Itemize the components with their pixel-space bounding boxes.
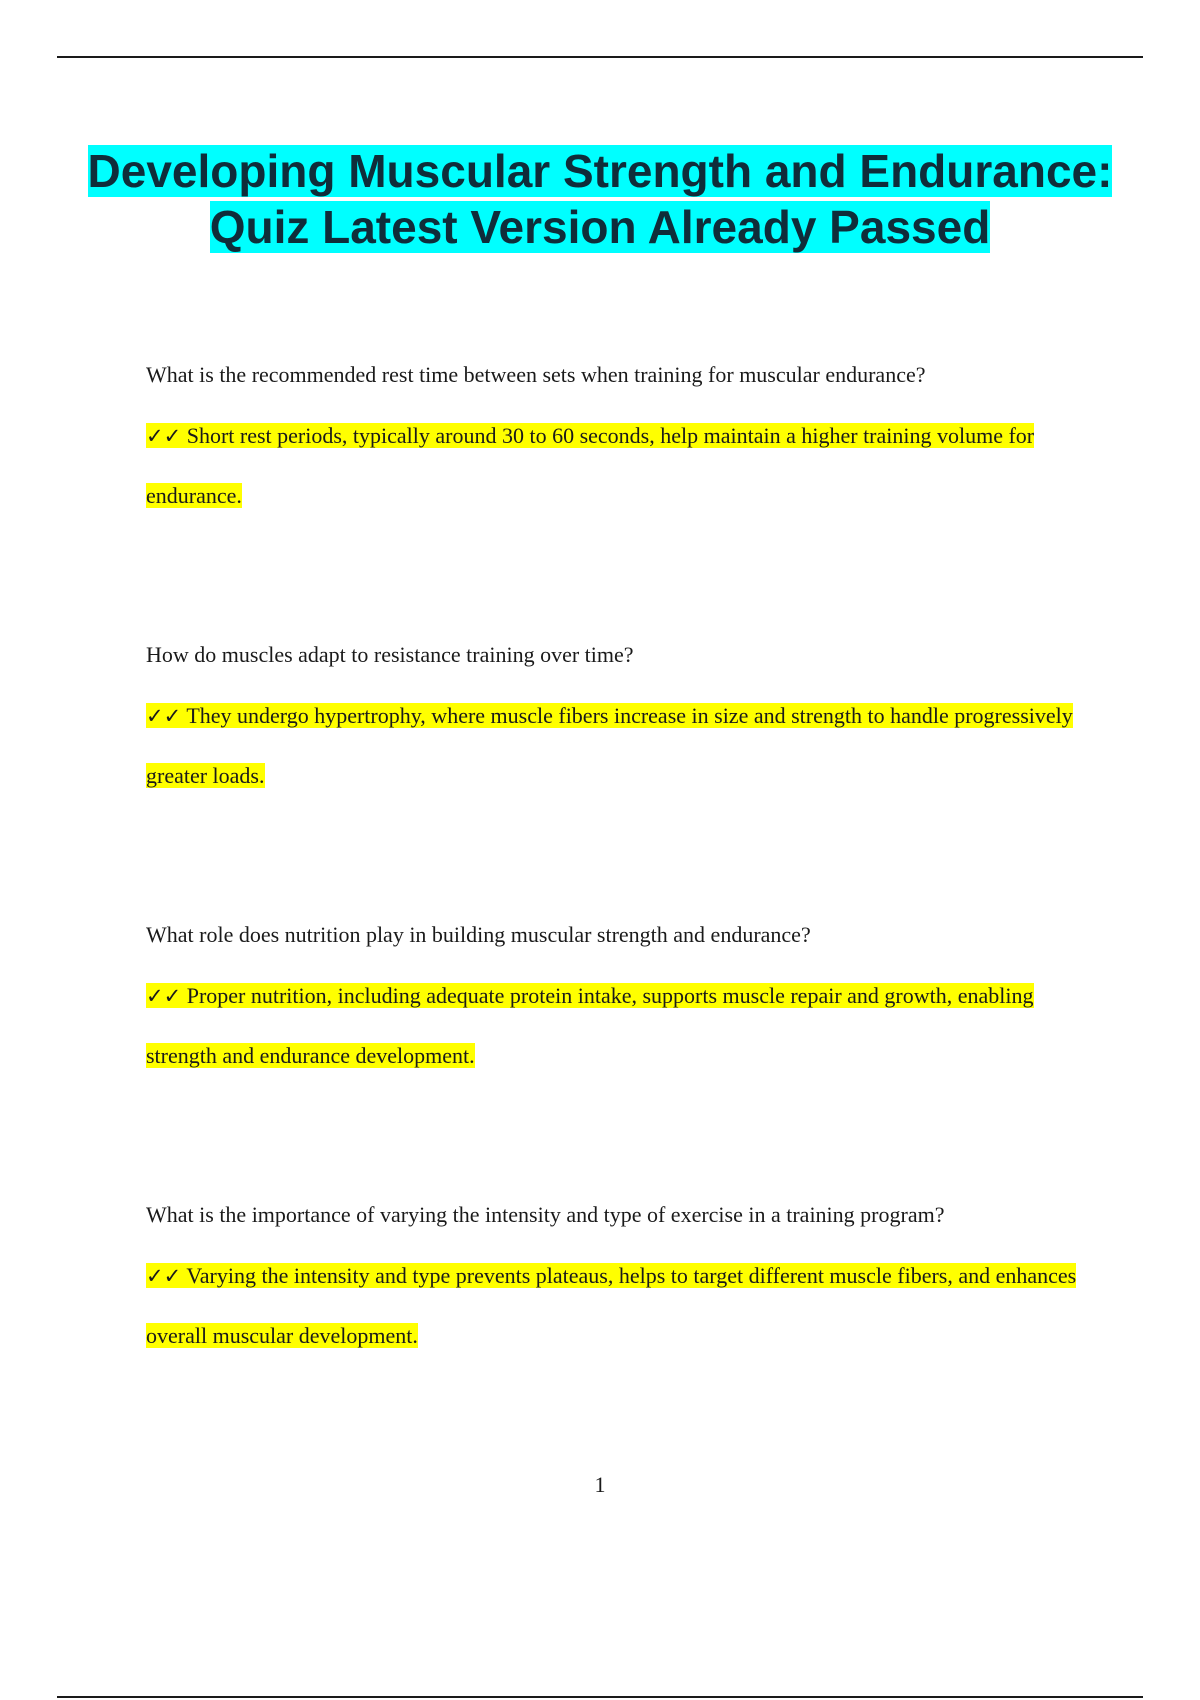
qa-list <box>146 360 1106 1480</box>
double-check-icon: ✓✓ <box>146 1264 182 1288</box>
top-rule <box>57 56 1143 58</box>
answer <box>146 406 1106 526</box>
answer-highlight <box>146 423 1034 508</box>
qa-item <box>146 1200 1106 1480</box>
question-text: What is the recommended rest time between sets when training for muscular endurance? <box>146 362 926 387</box>
double-check-icon: ✓✓ <box>146 424 182 448</box>
answer-highlight <box>146 703 1073 788</box>
double-check-icon: ✓✓ <box>146 704 182 728</box>
answer-text: They undergo hypertrophy, where muscle fibers increase in size and strength to handle progressively greater loads. <box>146 703 1073 788</box>
answer-highlight <box>146 983 1034 1068</box>
answer-text: Varying the intensity and type prevents plateaus, helps to target different muscle fibers, and enhances overall muscular development. <box>146 1263 1077 1348</box>
bottom-rule <box>57 1696 1143 1698</box>
answer <box>146 686 1106 806</box>
qa-item <box>146 920 1106 1200</box>
document-title <box>60 143 1140 255</box>
answer <box>146 966 1106 1086</box>
page-number: 1 <box>594 1472 606 1497</box>
answer-text: Short rest periods, typically around 30 to 60 seconds, help maintain a higher training volume for endurance. <box>146 423 1035 508</box>
question-text: What role does nutrition play in building muscular strength and endurance? <box>146 922 811 947</box>
document-title-text: Developing Muscular Strength and Endurance: Quiz Latest Version Already Passed <box>87 145 1113 253</box>
question-text: How do muscles adapt to resistance training over time? <box>146 642 634 667</box>
double-check-icon: ✓✓ <box>146 984 182 1008</box>
qa-item <box>146 640 1106 920</box>
answer <box>146 1246 1106 1366</box>
qa-item <box>146 360 1106 640</box>
question-text: What is the importance of varying the intensity and type of exercise in a training program? <box>146 1202 945 1227</box>
answer-text: Proper nutrition, including adequate protein intake, supports muscle repair and growth, enabling strength and endurance development. <box>146 983 1034 1068</box>
answer-highlight <box>146 1263 1076 1348</box>
